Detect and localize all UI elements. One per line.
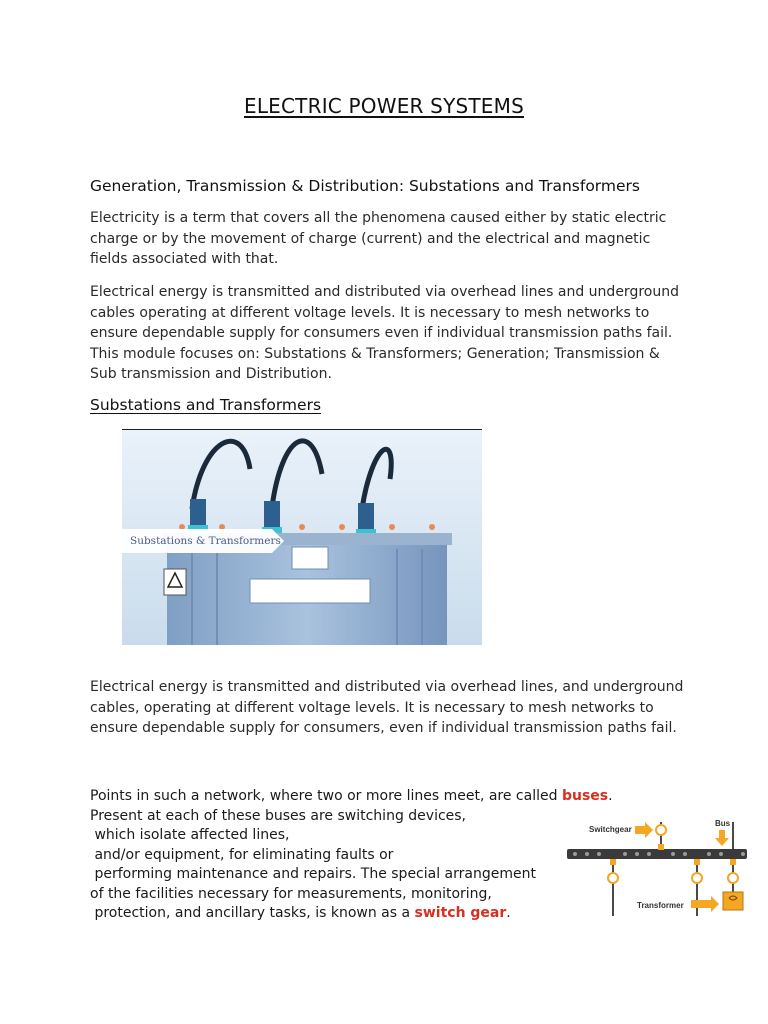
text-line: Points in such a network, where two or more lines meet, are called xyxy=(90,788,562,804)
arrow-icon xyxy=(691,896,719,912)
text-line: of the facilities necessary for measurements, monitoring, xyxy=(90,885,492,902)
section-heading: Generation, Transmission & Distribution: Substations and Transformers xyxy=(90,177,640,195)
subheading-substations: Substations and Transformers xyxy=(90,396,322,414)
figure-label: Substations & Transformers xyxy=(130,535,281,547)
term-switch-gear: switch gear xyxy=(414,905,507,921)
transformer-icon xyxy=(723,892,743,910)
text-line: . xyxy=(506,905,511,921)
text-line: which isolate affected lines, xyxy=(90,827,290,843)
paragraph-buses xyxy=(90,787,613,924)
term-buses: buses xyxy=(561,788,609,804)
arrow-icon xyxy=(635,822,653,838)
paragraph-transmission: Electrical energy is transmitted and distributed via overhead lines and underground cables operating at different voltage levels. It is necessary to mesh networks to ensure dependable supply for consumers even if individual transmission paths fail. This module focuses on: Substations & Transformers; Generation; Transmission & Sub transmission and Distribution. xyxy=(90,284,679,382)
document-title: ELECTRIC POWER SYSTEMS xyxy=(244,94,524,118)
text-line: . xyxy=(608,788,613,804)
text-line: Present at each of these buses are switching devices, xyxy=(90,807,467,824)
arrow-icon xyxy=(715,830,729,846)
paragraph-electricity: Electricity is a term that covers all the phenomena caused either by static electric charge or by the movement of charge (current) and the electrical and magnetic fields associated with that. xyxy=(90,210,667,267)
substation-transformer-photo xyxy=(122,429,482,645)
transformer-label: Transformer xyxy=(637,901,684,910)
text-line: protection, and ancillary tasks, is known as a xyxy=(90,905,415,921)
bus-switchgear-diagram xyxy=(565,812,753,918)
paragraph-network: Electrical energy is transmitted and distributed via overhead lines, and underground cables, operating at different voltage levels. It is necessary to mesh networks to ensure dependable supply for consumers, even if individual transmission paths fail. xyxy=(90,679,684,736)
bus-label: Bus xyxy=(715,819,731,828)
text-line: performing maintenance and repairs. The special arrangement xyxy=(90,866,536,882)
switchgear-label: Switchgear xyxy=(589,825,632,834)
text-line: and/or equipment, for eliminating faults or xyxy=(90,846,394,863)
